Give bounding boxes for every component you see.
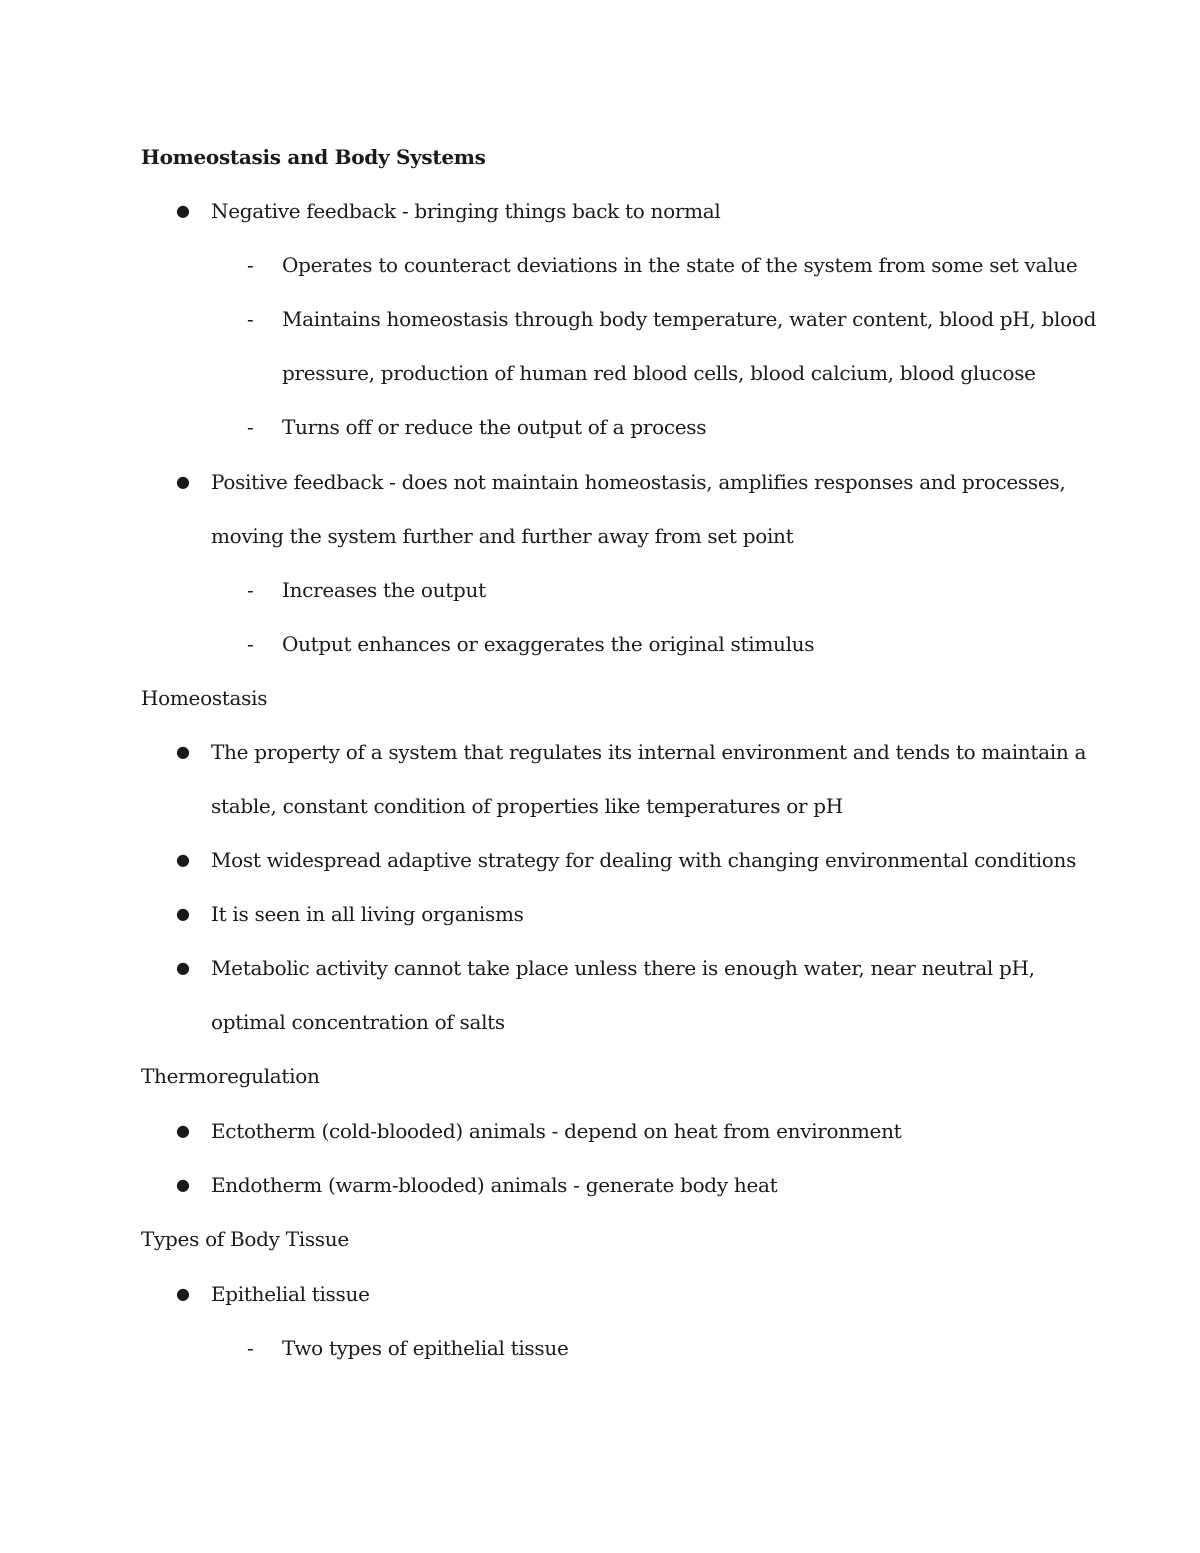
dash-icon: - — [247, 253, 254, 277]
dash-icon: - — [247, 415, 254, 439]
sub-item: Maintains homeostasis through body temperature, water content, blood pH, blood — [282, 307, 1097, 331]
sub-item: Operates to counteract deviations in the state of the system from some set value — [282, 253, 1078, 277]
bullet-icon: ● — [176, 1121, 190, 1140]
section-heading-homeostasis: Homeostasis — [141, 686, 268, 710]
sub-item: Two types of epithelial tissue — [282, 1336, 569, 1360]
bullet-icon: ● — [176, 958, 190, 977]
sub-item: Output enhances or exaggerates the original stimulus — [282, 632, 815, 656]
dash-icon: - — [247, 1336, 254, 1360]
sub-item: Increases the output — [282, 578, 486, 602]
list-item: Ectotherm (cold-blooded) animals - depend on heat from environment — [211, 1119, 902, 1143]
bullet-icon: ● — [176, 472, 190, 491]
sub-item-continuation: pressure, production of human red blood cells, blood calcium, blood glucose — [282, 361, 1036, 385]
list-item-negative-feedback: Negative feedback - bringing things back to normal — [211, 199, 721, 223]
list-item: Most widespread adaptive strategy for dealing with changing environmental conditions — [211, 848, 1077, 872]
bullet-icon: ● — [176, 201, 190, 220]
bullet-icon: ● — [176, 1175, 190, 1194]
list-item: Metabolic activity cannot take place unless there is enough water, near neutral pH, — [211, 956, 1035, 980]
list-item-continuation: moving the system further and further away from set point — [211, 524, 794, 548]
dash-icon: - — [247, 578, 254, 602]
bullet-icon: ● — [176, 742, 190, 761]
list-item: Endotherm (warm-blooded) animals - generate body heat — [211, 1173, 778, 1197]
bullet-icon: ● — [176, 904, 190, 923]
list-item: The property of a system that regulates its internal environment and tends to maintain a — [211, 740, 1087, 764]
list-item-positive-feedback: Positive feedback - does not maintain homeostasis, amplifies responses and processes, — [211, 470, 1066, 494]
section-heading-tissue: Types of Body Tissue — [141, 1227, 349, 1251]
bullet-icon: ● — [176, 1284, 190, 1303]
sub-item: Turns off or reduce the output of a process — [282, 415, 707, 439]
list-item: It is seen in all living organisms — [211, 902, 524, 926]
document-title: Homeostasis and Body Systems — [141, 145, 486, 169]
section-heading-thermoregulation: Thermoregulation — [141, 1064, 320, 1088]
list-item-continuation: stable, constant condition of properties like temperatures or pH — [211, 794, 843, 818]
list-item-continuation: optimal concentration of salts — [211, 1010, 505, 1034]
bullet-icon: ● — [176, 850, 190, 869]
list-item: Epithelial tissue — [211, 1282, 370, 1306]
dash-icon: - — [247, 632, 254, 656]
dash-icon: - — [247, 307, 254, 331]
